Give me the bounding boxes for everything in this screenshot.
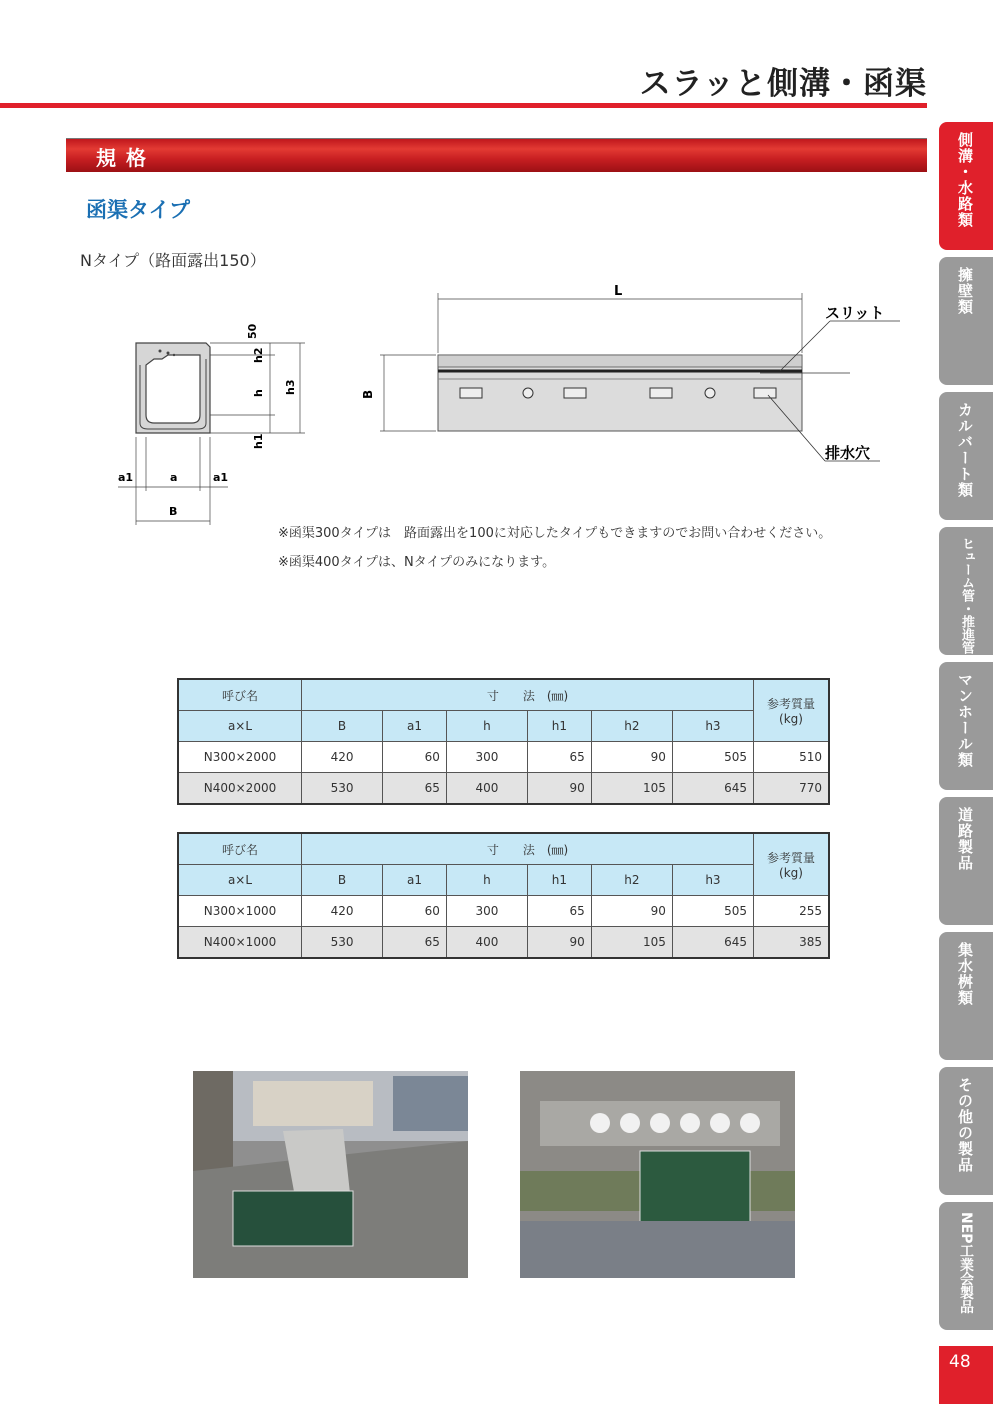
th-dims: 寸 法 (㎜)	[302, 833, 754, 865]
section-banner	[66, 138, 927, 172]
th-axl: a×L	[178, 711, 302, 742]
th-B: B	[302, 865, 383, 896]
note-2: ※函渠400タイプは、Nタイプのみになります。	[278, 555, 556, 570]
th-dims: 寸 法 (㎜)	[302, 679, 754, 711]
th-B: B	[302, 711, 383, 742]
label-L: L	[614, 284, 623, 299]
tab-catch-basin[interactable]: 集水桝類	[939, 932, 993, 1060]
label-h: h	[252, 389, 265, 397]
tab-gutter[interactable]: 側溝・水路類	[939, 122, 993, 250]
table-row: N300×2000 420 60 300 65 90 505 510	[178, 742, 829, 773]
th-h3: h3	[672, 865, 753, 896]
th-name: 呼び名	[178, 833, 302, 865]
tab-culvert[interactable]: カルバート類	[939, 392, 993, 520]
page-number: 48	[949, 1352, 971, 1372]
tab-road-products[interactable]: 道路製品	[939, 797, 993, 925]
tab-hume-pipe[interactable]: ヒューム管・推進管	[939, 527, 993, 655]
table-row: N300×1000 420 60 300 65 90 505 255	[178, 896, 829, 927]
tab-retaining-wall[interactable]: 擁壁類	[939, 257, 993, 385]
page-title: スラッと側溝・函渠	[639, 66, 927, 102]
section-subtitle: 函渠タイプ	[86, 198, 190, 222]
tab-manhole[interactable]: マンホール類	[939, 662, 993, 790]
type-label: Nタイプ（路面露出150）	[80, 251, 266, 270]
page-number-box	[939, 1346, 993, 1404]
tab-nep-products[interactable]: NEP工業会製品	[939, 1202, 993, 1330]
label-h1: h1	[252, 433, 265, 449]
th-a1: a1	[383, 865, 447, 896]
th-h2: h2	[591, 865, 672, 896]
label-side-B: B	[361, 389, 375, 399]
th-mass: 参考質量 (kg)	[754, 833, 830, 896]
th-h: h	[446, 865, 527, 896]
spec-table-1000	[177, 832, 830, 959]
table-row: N400×2000 530 65 400 90 105 645 770	[178, 773, 829, 805]
label-a: a	[170, 471, 178, 484]
section-banner-label: 規格	[96, 146, 156, 170]
spec-table-2000	[177, 678, 830, 805]
label-B: B	[169, 505, 178, 518]
photo-site	[193, 1071, 468, 1278]
th-mass: 参考質量 (kg)	[754, 679, 830, 742]
label-drain: 排水穴	[825, 444, 871, 462]
th-a1: a1	[383, 711, 447, 742]
th-h: h	[446, 711, 527, 742]
label-h3: h3	[284, 379, 297, 395]
title-rule	[0, 103, 927, 108]
photo-product	[520, 1071, 795, 1278]
tab-other-products[interactable]: その他の製品	[939, 1067, 993, 1195]
label-a1-right: a1	[213, 471, 229, 484]
th-h1: h1	[527, 865, 591, 896]
th-name: 呼び名	[178, 679, 302, 711]
note-1: ※函渠300タイプは 路面露出を100に対応したタイプもできますのでお問い合わせください。	[278, 526, 832, 541]
side-view-drawing	[360, 275, 910, 475]
cross-section-drawing	[110, 315, 310, 535]
table-row: N400×1000 530 65 400 90 105 645 385	[178, 927, 829, 959]
label-50: 50	[246, 323, 259, 339]
label-slit: スリット	[825, 304, 885, 322]
label-h2: h2	[252, 347, 265, 363]
th-h3: h3	[672, 711, 753, 742]
label-a1-left: a1	[118, 471, 134, 484]
th-h2: h2	[591, 711, 672, 742]
th-axl: a×L	[178, 865, 302, 896]
th-h1: h1	[527, 711, 591, 742]
